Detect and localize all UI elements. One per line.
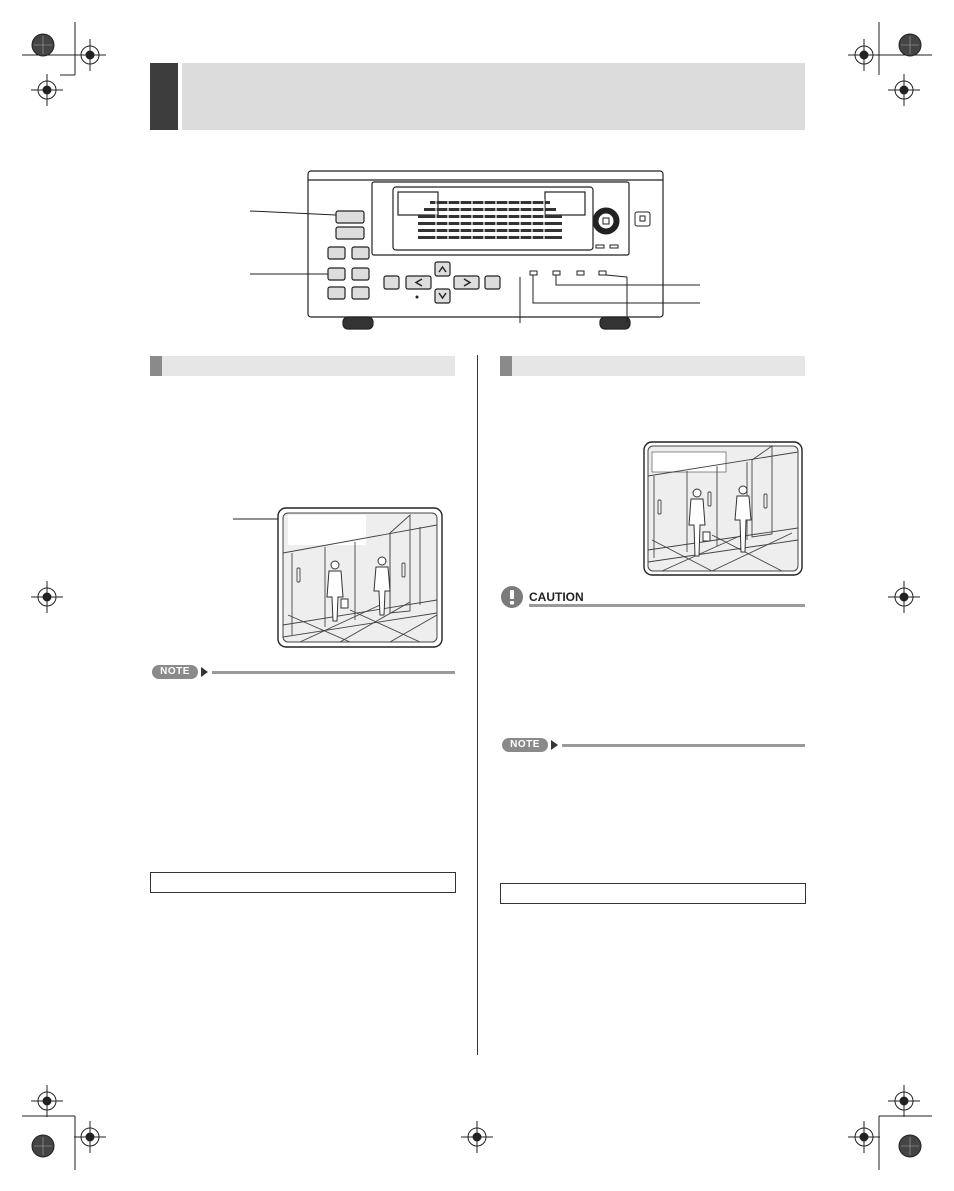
- caution-icon: [500, 585, 524, 609]
- caution-rule: [529, 604, 805, 607]
- left-footer-box: [150, 872, 456, 893]
- column-divider: [477, 355, 478, 1055]
- page-header-band: [182, 63, 805, 130]
- right-section-bar: [500, 356, 805, 376]
- caution-label: CAUTION: [529, 590, 584, 604]
- note-badge-left: NOTE: [152, 665, 198, 679]
- note-badge-right: NOTE: [502, 738, 548, 752]
- front-panel-illustration: [250, 165, 710, 335]
- left-section-bar: [150, 356, 455, 376]
- note-arrow-right-icon: [551, 740, 558, 750]
- right-footer-box: [500, 883, 806, 904]
- note-rule-right: [562, 744, 805, 747]
- left-monitor-illustration: [230, 505, 445, 650]
- right-monitor-illustration: [642, 440, 804, 578]
- chapter-tab: [150, 63, 178, 130]
- note-arrow-left-icon: [201, 667, 208, 677]
- note-rule-left: [212, 671, 455, 674]
